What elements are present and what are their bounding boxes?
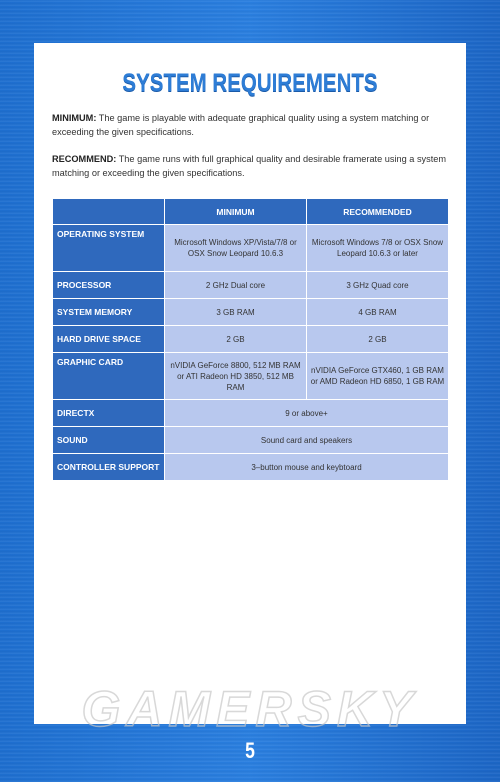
cell-minimum: 2 GHz Dual core	[165, 272, 307, 299]
table-row	[53, 454, 449, 481]
row-label: GRAPHIC CARD	[53, 353, 165, 400]
cell-value: Sound card and speakers	[165, 427, 449, 454]
table-row	[53, 326, 449, 353]
page-title: SYSTEM REQUIREMENTS	[122, 69, 378, 97]
row-label: HARD DRIVE SPACE	[53, 326, 165, 353]
watermark: GAMERSKY	[81, 681, 419, 737]
header-minimum: MINIMUM	[165, 199, 307, 225]
cell-recommended: Microsoft Windows 7/8 or OSX Snow Leopard 10.6.3 or later	[307, 225, 449, 272]
cell-minimum: nVIDIA GeForce 8800, 512 MB RAM or ATI Radeon HD 3850, 512 MB RAM	[165, 353, 307, 400]
table-row	[53, 353, 449, 400]
recommend-label: RECOMMEND:	[52, 154, 117, 164]
cell-recommended: nVIDIA GeForce GTX460, 1 GB RAM or AMD Radeon HD 6850, 1 GB RAM	[307, 353, 449, 400]
row-label: PROCESSOR	[53, 272, 165, 299]
recommend-paragraph	[52, 152, 452, 180]
minimum-text: The game is playable with adequate graphical quality using a system matching or exceeding the given specifications.	[52, 113, 430, 137]
page-number: 5	[245, 738, 255, 763]
row-label: CONTROLLER SUPPORT	[53, 454, 165, 481]
table-header-row	[53, 199, 449, 225]
header-blank	[53, 199, 165, 225]
minimum-label: MINIMUM:	[52, 113, 97, 123]
header-recommended: RECOMMENDED	[307, 199, 449, 225]
table-row	[53, 299, 449, 326]
cell-recommended: 4 GB RAM	[307, 299, 449, 326]
table-row	[53, 272, 449, 299]
row-label: SYSTEM MEMORY	[53, 299, 165, 326]
requirements-table	[52, 198, 449, 481]
cell-minimum: Microsoft Windows XP/Vista/7/8 or OSX Snow Leopard 10.6.3	[165, 225, 307, 272]
table-row	[53, 427, 449, 454]
document-page	[34, 43, 466, 724]
table-row	[53, 225, 449, 272]
minimum-paragraph	[52, 111, 452, 139]
cell-minimum: 3 GB RAM	[165, 299, 307, 326]
cell-value: 3–button mouse and keybtoard	[165, 454, 449, 481]
cell-recommended: 2 GB	[307, 326, 449, 353]
row-label: OPERATING SYSTEM	[53, 225, 165, 272]
cell-value: 9 or above+	[165, 400, 449, 427]
cell-minimum: 2 GB	[165, 326, 307, 353]
cell-recommended: 3 GHz Quad core	[307, 272, 449, 299]
row-label: SOUND	[53, 427, 165, 454]
recommend-text: The game runs with full graphical quality and desirable framerate using a system matching or exceeding the given specifications.	[52, 154, 447, 178]
table-row	[53, 400, 449, 427]
row-label: DIRECTX	[53, 400, 165, 427]
